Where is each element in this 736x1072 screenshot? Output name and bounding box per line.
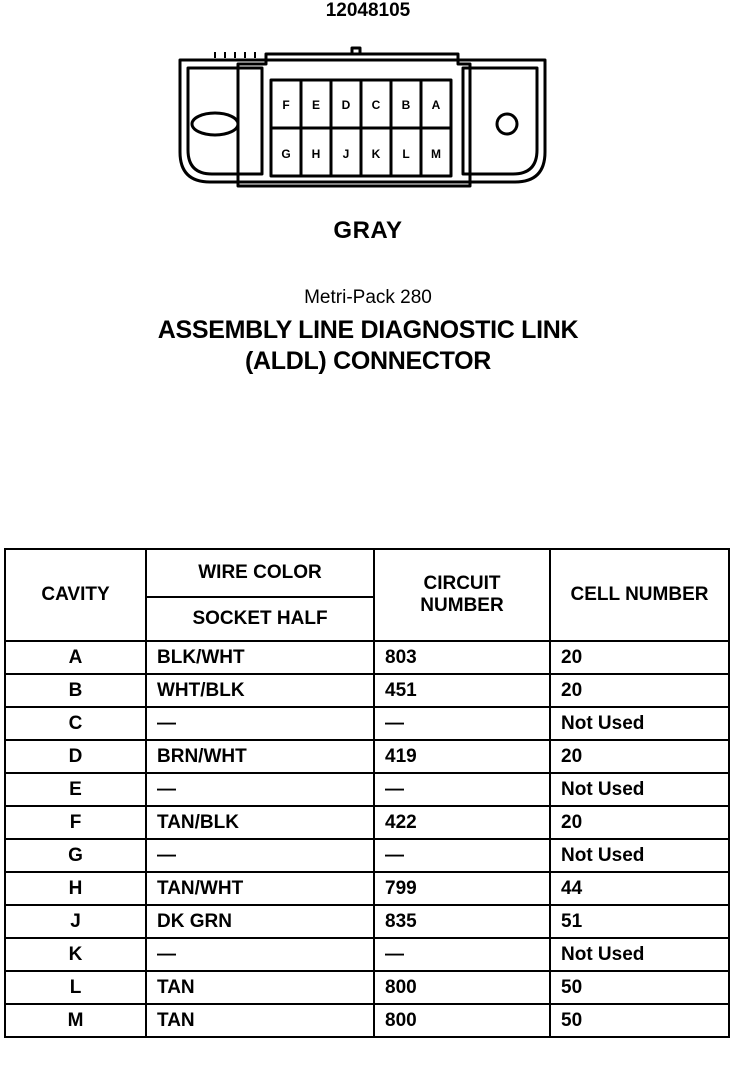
cavity-cell: E — [5, 773, 146, 806]
table-row — [5, 773, 729, 806]
cell-number-cell: Not Used — [550, 938, 729, 971]
cavity-cell: C — [5, 707, 146, 740]
wire-color-cell: TAN — [146, 1004, 374, 1037]
circuit-header-line2: NUMBER — [420, 595, 504, 616]
cavity-label: L — [402, 147, 410, 161]
wire-color-cell: — — [146, 938, 374, 971]
circuit-number-cell: — — [374, 839, 550, 872]
table-row — [5, 938, 729, 971]
cell-number-cell: 20 — [550, 806, 729, 839]
connector-diagram — [170, 44, 555, 192]
cell-number-header: CELL NUMBER — [550, 549, 729, 641]
circuit-header-line1: CIRCUIT — [423, 573, 501, 594]
table-row — [5, 707, 729, 740]
cell-number-cell: 20 — [550, 740, 729, 773]
table-row — [5, 740, 729, 773]
table-row — [5, 839, 729, 872]
wire-color-cell: — — [146, 707, 374, 740]
cavity-label: A — [431, 98, 441, 112]
cavity-header: CAVITY — [5, 549, 146, 641]
circuit-number-header — [374, 549, 550, 641]
wire-color-cell: TAN/WHT — [146, 872, 374, 905]
table-row — [5, 641, 729, 674]
circuit-number-cell: 800 — [374, 1004, 550, 1037]
connector-subtitle: (ALDL) CONNECTOR — [244, 347, 492, 375]
wire-color-header: WIRE COLOR — [146, 549, 374, 597]
cavity-cell: G — [5, 839, 146, 872]
cavity-label: E — [311, 98, 321, 112]
cavity-label: H — [311, 147, 321, 161]
cell-number-cell: 44 — [550, 872, 729, 905]
cavity-label: G — [281, 147, 291, 161]
cavity-cell: K — [5, 938, 146, 971]
cell-number-cell: Not Used — [550, 773, 729, 806]
circuit-number-cell: — — [374, 707, 550, 740]
cell-number-cell: 20 — [550, 641, 729, 674]
cavity-cell: H — [5, 872, 146, 905]
wire-color-cell: BRN/WHT — [146, 740, 374, 773]
cavity-cell: F — [5, 806, 146, 839]
table-row — [5, 905, 729, 938]
circuit-number-cell: 422 — [374, 806, 550, 839]
circuit-number-cell: — — [374, 938, 550, 971]
cell-number-cell: 20 — [550, 674, 729, 707]
connector-title: ASSEMBLY LINE DIAGNOSTIC LINK — [157, 316, 579, 344]
table-row — [5, 1004, 729, 1037]
circuit-number-cell: 799 — [374, 872, 550, 905]
circuit-number-cell: 451 — [374, 674, 550, 707]
table-row — [5, 674, 729, 707]
cavity-label: J — [342, 147, 350, 161]
cavity-cell: L — [5, 971, 146, 1004]
wire-color-cell: BLK/WHT — [146, 641, 374, 674]
wire-color-cell: TAN — [146, 971, 374, 1004]
wire-color-cell: DK GRN — [146, 905, 374, 938]
circuit-number-cell: 419 — [374, 740, 550, 773]
cavity-label: B — [401, 98, 411, 112]
wire-color-cell: — — [146, 839, 374, 872]
circuit-number-cell: 803 — [374, 641, 550, 674]
connector-series: Metri-Pack 280 — [304, 287, 432, 308]
wire-color-cell: — — [146, 773, 374, 806]
cavity-cell: J — [5, 905, 146, 938]
circuit-number-cell: 800 — [374, 971, 550, 1004]
pinout-table — [4, 548, 730, 1038]
circuit-number-cell: — — [374, 773, 550, 806]
wire-color-cell: WHT/BLK — [146, 674, 374, 707]
cavity-label: K — [371, 147, 381, 161]
table-row — [5, 806, 729, 839]
wire-color-cell: TAN/BLK — [146, 806, 374, 839]
cell-number-cell: 50 — [550, 971, 729, 1004]
connector-color: GRAY — [333, 217, 403, 244]
cavity-cell: A — [5, 641, 146, 674]
cavity-cell: B — [5, 674, 146, 707]
cavity-cell: M — [5, 1004, 146, 1037]
cavity-cell: D — [5, 740, 146, 773]
cell-number-cell: Not Used — [550, 839, 729, 872]
cell-number-cell: 51 — [550, 905, 729, 938]
circuit-number-cell: 835 — [374, 905, 550, 938]
cell-number-cell: Not Used — [550, 707, 729, 740]
cell-number-cell: 50 — [550, 1004, 729, 1037]
socket-half-header: SOCKET HALF — [146, 597, 374, 641]
table-row — [5, 872, 729, 905]
part-number: 12048105 — [325, 0, 411, 21]
cavity-label: F — [282, 98, 290, 112]
table-row — [5, 971, 729, 1004]
cavity-label: M — [431, 147, 441, 161]
cavity-label: D — [341, 98, 351, 112]
cavity-label: C — [371, 98, 381, 112]
